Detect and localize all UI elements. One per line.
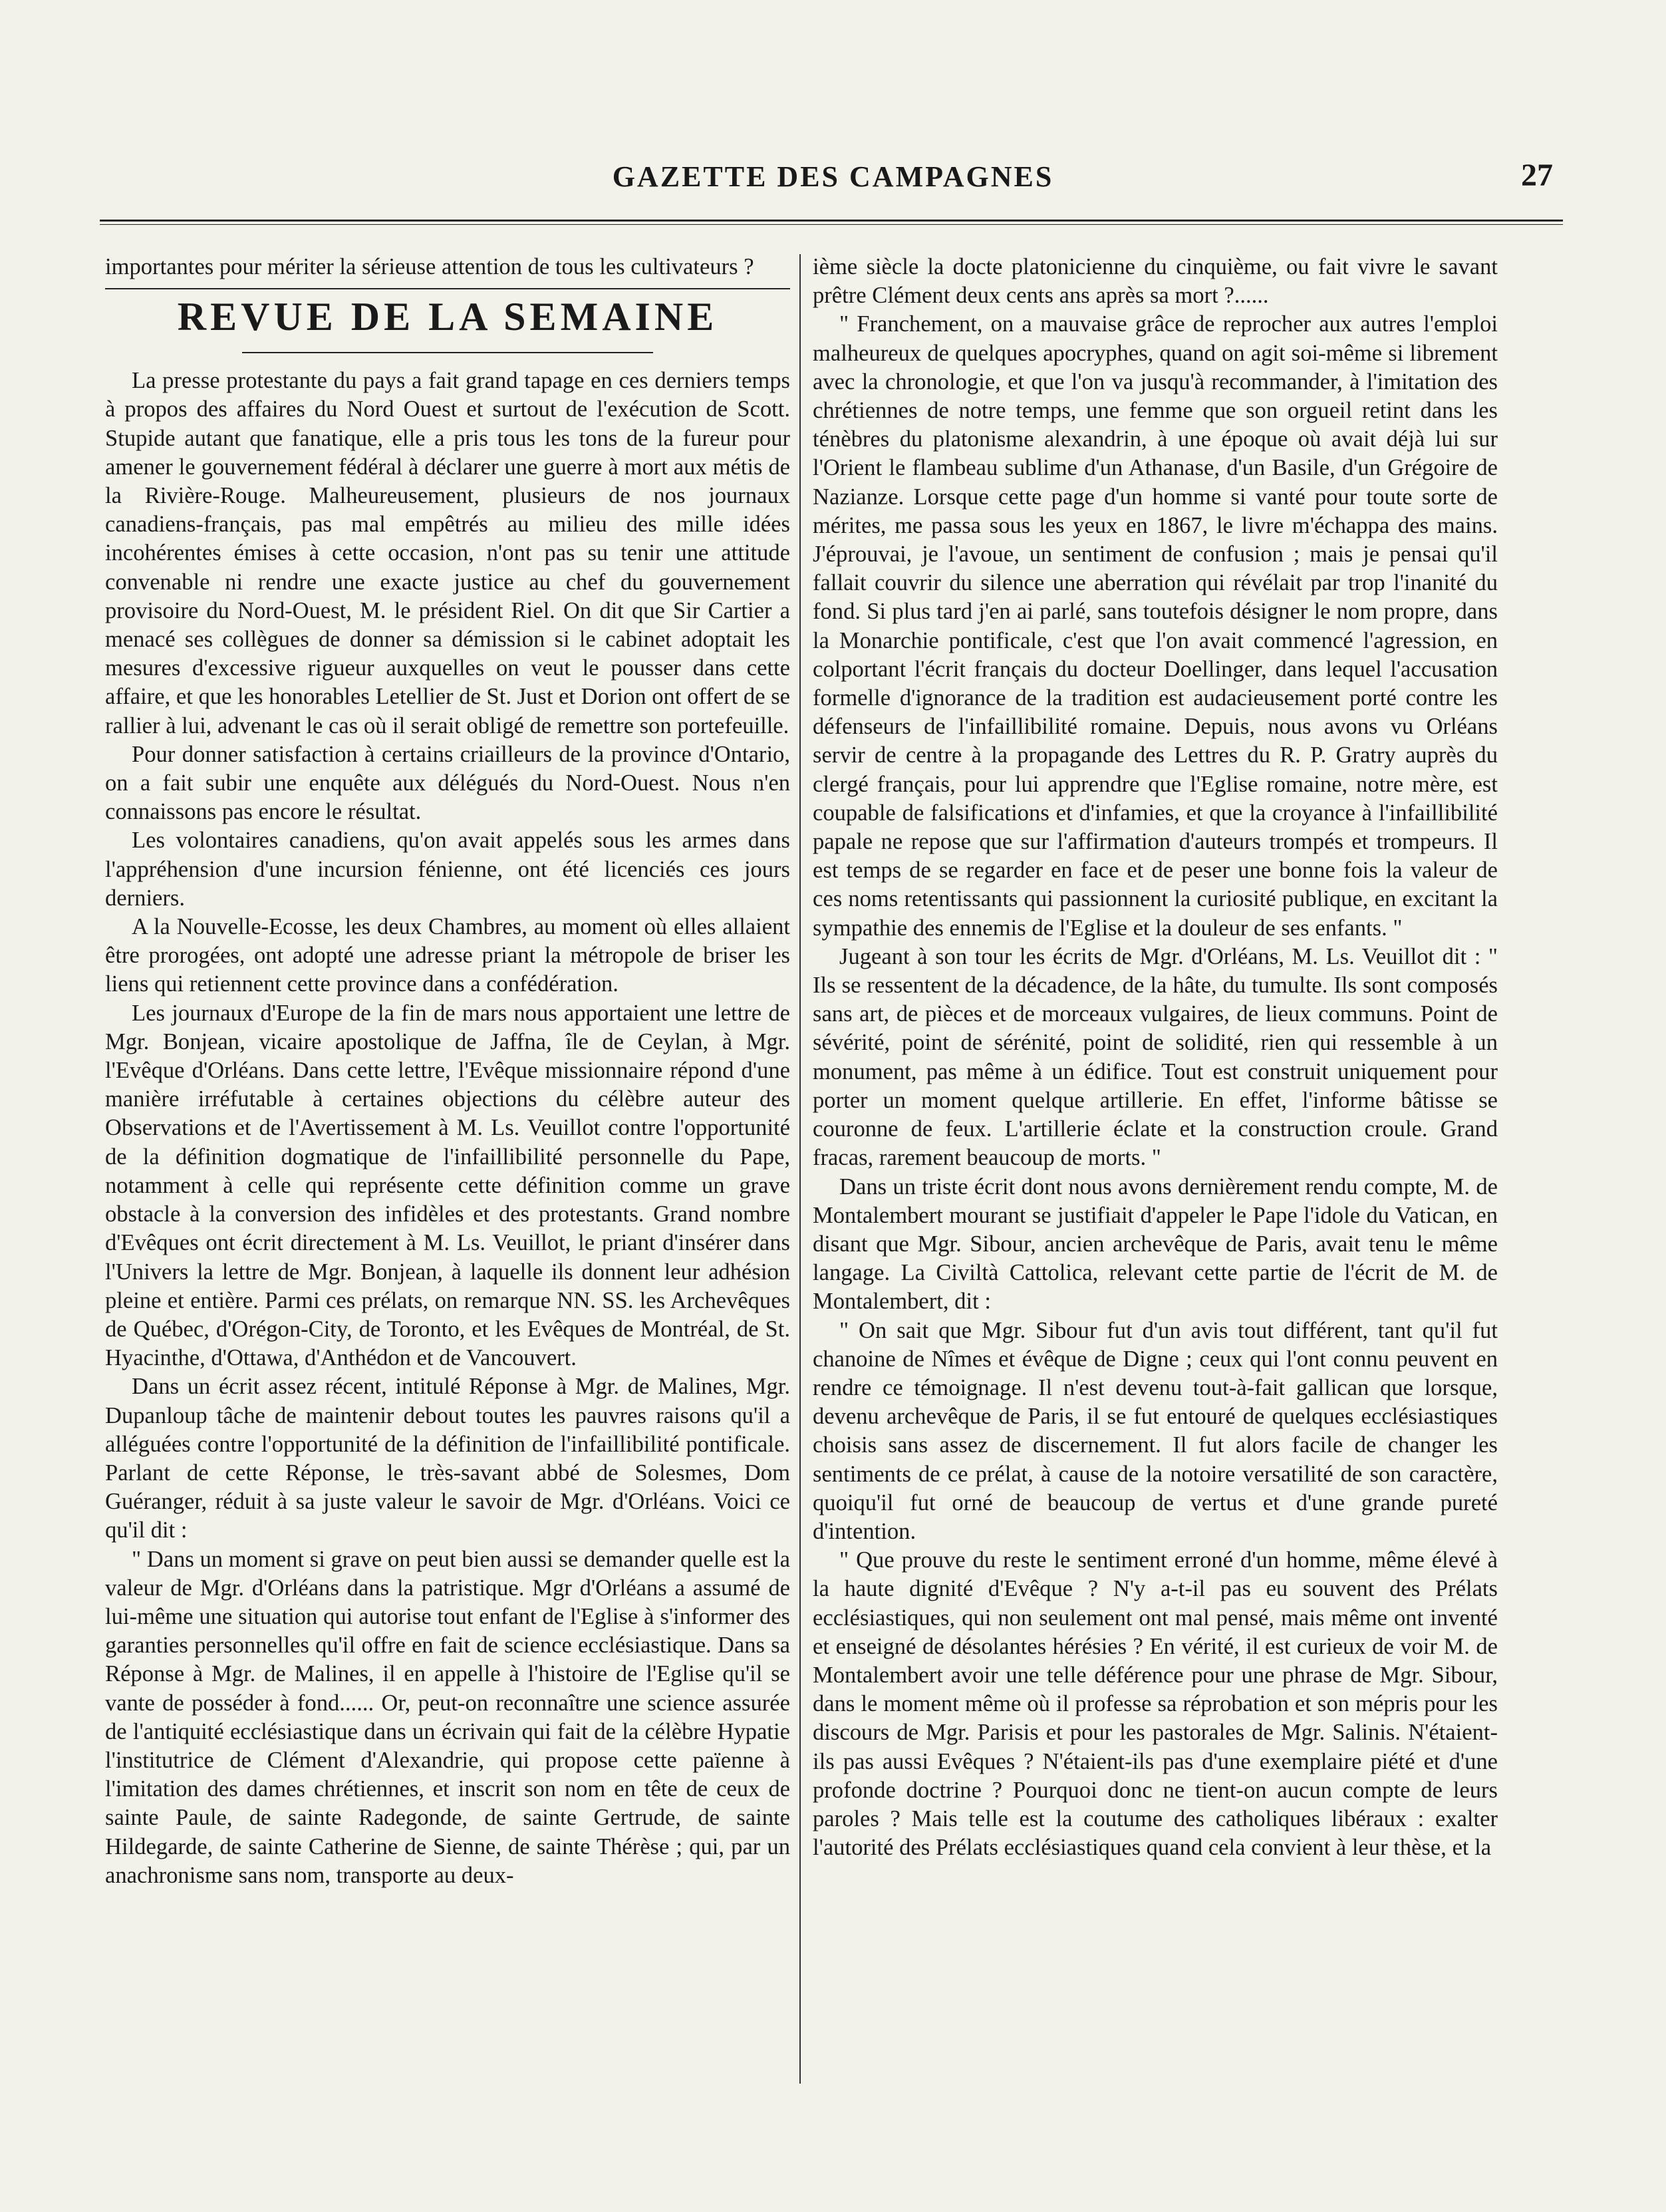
title-underline bbox=[242, 352, 653, 353]
article-paragraph: A la Nouvelle-Ecosse, les deux Chambres, au moment où elles allaient être prorogées, ont adopté une adresse priant la métropole de briser les liens qui retiennent cette province dans a confédération. bbox=[105, 914, 790, 997]
article-paragraph: Les volontaires canadiens, qu'on avait appelés sous les armes dans l'appréhension d'une incursion fénienne, ont été licenciés ces jours derniers. bbox=[105, 828, 790, 911]
article-paragraph: La presse protestante du pays a fait grand tapage en ces derniers temps à propos des affaires du Nord Ouest et surtout de l'exécution de Scott. Stupide autant que fanatique, elle a pris tous les tons de la fureur pour amener le gouvernement fédéral à déclarer une guerre à mort aux métis de la Rivière-Rouge. Malheureusement, plusieurs de nos journaux canadiens-français, pas mal empêtrés au milieu des mille idées incohérentes émises à cette occasion, n'ont pas su tenir une attitude convenable ni rendre une exacte justice au chef du gouvernement provisoire du Nord-Ouest, M. le président Riel. On dit que Sir Cartier a menacé ses collègues de donner sa démission si le cabinet adoptait les mesures d'excessive rigueur auxquelles on veut le pousser dans cette affaire, et que les honorables Letellier de St. Just et Dorion ont offert de se rallier à lui, advenant le cas où il serait obligé de remettre son portefeuille. bbox=[105, 368, 790, 738]
quoted-paragraph: " Dans un moment si grave on peut bien aussi se demander quelle est la valeur de Mgr. d'Orléans dans la patristique. Mgr d'Orléans a assumé de lui-même une situation qui autorise tout enfant de l'Eglise à s'informer des garanties personnelles qu'il offre en fait de science ecclésiastique. Dans sa Réponse à Mgr. de Malines, il en appelle à l'histoire de l'Eglise qu'il se vante de posséder à fond...... Or, peut-on reconnaître une science assurée de l'antiquité ecclésiastique dans un écrivain qui fait de la célèbre Hypatie l'institutrice de Clément d'Alexandrie, qui propose cette païenne à l'imitation des dames chrétiennes, et inscrit son nom en tête de ceux de sainte Paule, de sainte Radegonde, de sainte Gertrude, de sainte Hildegarde, de sainte Catherine de Sienne, de sainte Thérèse ; qui, par un anachronisme sans nom, transporte au deux- bbox=[105, 1546, 790, 1888]
quoted-paragraph: " On sait que Mgr. Sibour fut d'un avis tout différent, tant qu'il fut chanoine de Nîmes et évêque de Digne ; ceux qui l'ont connu peuvent en rendre ce témoignage. Il n'est devenu tout-à-fait gallican que lorsque, devenu archevêque de Paris, il se fut entouré de quelques ecclésiastiques choisis sans assez de discernement. Il fut alors facile de changer les sentiments de ce prélat, à cause de la notoire versatilité de son caractère, quoiqu'il fut orné de beaucoup de vertus et d'une grande pureté d'intention. bbox=[813, 1317, 1498, 1544]
header-rule bbox=[100, 220, 1563, 225]
column-divider bbox=[799, 254, 801, 2084]
article-paragraph: Les journaux d'Europe de la fin de mars nous apportaient une lettre de Mgr. Bonjean, vicaire apostolique de Jaffna, île de Ceylan, à Mgr. l'Evêque d'Orléans. Dans cette lettre, l'Evêque missionnaire répond d'une manière irréfutable à certaines objections du célèbre auteur des Observations et de l'Avertissement à M. Ls. Veuillot contre l'opportunité de la définition dogmatique de l'infaillibilité personnelle du Pape, notamment à celle qui représente cette définition comme un grave obstacle à la conversion des infidèles et des protestants. Grand nombre d'Evêques ont écrit directement à M. Ls. Veuillot, le priant d'insérer dans l'Univers la lettre de Mgr. Bonjean, à laquelle ils donnent leur adhésion pleine et entière. Parmi ces prélats, on remarque NN. SS. les Archevêques de Québec, d'Orégon-City, de Toronto, et les Evêques de Montréal, de St. Hyacinthe, d'Ottawa, d'Anthédon et de Vancouvert. bbox=[105, 1000, 790, 1371]
quoted-paragraph: " Franchement, on a mauvaise grâce de reprocher aux autres l'emploi malheureux de quelques apocryphes, quand on agit soi-même si librement avec la chronologie, et que l'on va jusqu'à recommander, à l'imitation des chrétiennes de notre temps, une femme que son orgueil retint dans les ténèbres du platonisme alexandrin, à une époque où avait déjà lui sur l'Orient le flambeau sublime d'un Athanase, d'un Basile, d'un Grégoire de Nazianze. Lorsque cette page d'un homme si vanté pour toute sorte de mérites, me passa sous les yeux en 1867, le livre m'échappa des mains. J'éprouvai, je l'avoue, un sentiment de confusion ; mais je pensai qu'il fallait couvrir du silence une aberration qui révélait par trop l'inanité du fond. Si plus tard j'en ai parlé, sans toutefois désigner le nom propre, dans la Monarchie pontificale, c'est que l'on avait commencé l'agression, en colportant l'écrit français du docteur Doellinger, dans lequel l'accusation formelle d'ignorance de la tradition est audacieusement porté contre les défenseurs de l'infaillibilité romaine. Depuis, nous avons vu Orléans servir de centre à la propagande des Lettres du R. P. Gratry auprès du clergé français, pour lui apprendre que l'Eglise romaine, notre mère, est coupable de falsifications et d'infamies, et que la croyance à l'infaillibilité papale ne repose que sur l'affirmation d'auteurs trompés et trompeurs. Il est temps de se regarder en face et de peser une bonne fois la valeur de ces noms retentissants qui passionnent la curiosité publique, en excitant la sympathie des ennemis de l'Eglise et la douleur de ses enfants. " bbox=[813, 311, 1498, 941]
left-column bbox=[105, 253, 790, 1890]
section-rule bbox=[105, 288, 790, 289]
article-paragraph: Dans un triste écrit dont nous avons dernièrement rendu compte, M. de Montalembert mourant se justifiait d'appeler le Pape l'idole du Vatican, en disant que Mgr. Sibour, ancien archevêque de Paris, avait tenu le même langage. La Civiltà Cattolica, relevant cette partie de l'écrit de M. de Montalembert, dit : bbox=[813, 1174, 1498, 1315]
running-title: GAZETTE DES CAMPAGNES bbox=[612, 160, 1054, 193]
article-paragraph: Dans un écrit assez récent, intitulé Réponse à Mgr. de Malines, Mgr. Dupanloup tâche de maintenir debout toutes les pauvres raisons qu'il a alléguées contre l'opportunité de la définition de l'infaillibilité pontificale. Parlant de cette Réponse, le très-savant abbé de Solesmes, Dom Guéranger, réduit à sa juste valeur le savoir de Mgr. d'Orléans. Voici ce qu'il dit : bbox=[105, 1374, 790, 1543]
running-head bbox=[0, 153, 1666, 206]
article-paragraph: Jugeant à son tour les écrits de Mgr. d'Orléans, M. Ls. Veuillot dit : " Ils se ressentent de la décadence, de la hâte, du tumulte. Ils sont composés sans art, de pièces et de morceaux vulgaires, de lieux communs. Point de sévérité, point de sérénité, point de solidité, rien qui ressemble à un monument, pas même à un édifice. Tout est construit uniquement pour porter un moment quelque artillerie. En effet, l'informe bâtisse se couronne de feux. L'artillerie éclate et la construction croule. Grand fracas, rarement beaucoup de morts. " bbox=[813, 943, 1498, 1171]
article-paragraph: Pour donner satisfaction à certains criailleurs de la province d'Ontario, on a fait subir une enquête aux délégués du Nord-Ouest. Nous n'en connaissons pas encore le résultat. bbox=[105, 741, 790, 825]
right-column bbox=[813, 253, 1498, 1862]
quoted-paragraph: " Que prouve du reste le sentiment erroné d'un homme, même élevé à la haute dignité d'Evêque ? N'y a-t-il pas eu souvent des Prélats ecclésiastiques, qui non seulement ont mal pensé, mais même ont inventé et enseigné de désolantes hérésies ? En vérité, il est curieux de voir M. de Montalembert avoir une telle déférence pour une phrase de Mgr. Sibour, dans le moment même où il professe sa réprobation et son mépris pour les discours de Mgr. Parisis et pour les pastorales de Mgr. Salinis. N'étaient-ils pas aussi Evêques ? N'étaient-ils pas d'une exemplaire piété et d'une profonde doctrine ? Pourquoi donc ne tient-on aucun compte de leurs paroles ? Mais telle est la coutume des catholiques libéraux : exalter l'autorité des Prélats ecclésiastiques quand cela convient à leur thèse, et la bbox=[813, 1547, 1498, 1861]
intro-paragraph: importantes pour mériter la sérieuse attention de tous les cultivateurs ? bbox=[105, 254, 754, 279]
continued-paragraph: ième siècle la docte platonicienne du cinquième, ou fait vivre le savant prêtre Clément deux cents ans après sa mort ?...... bbox=[813, 254, 1498, 309]
page-number: 27 bbox=[1521, 158, 1553, 193]
section-title: REVUE DE LA SEMAINE bbox=[177, 295, 718, 339]
